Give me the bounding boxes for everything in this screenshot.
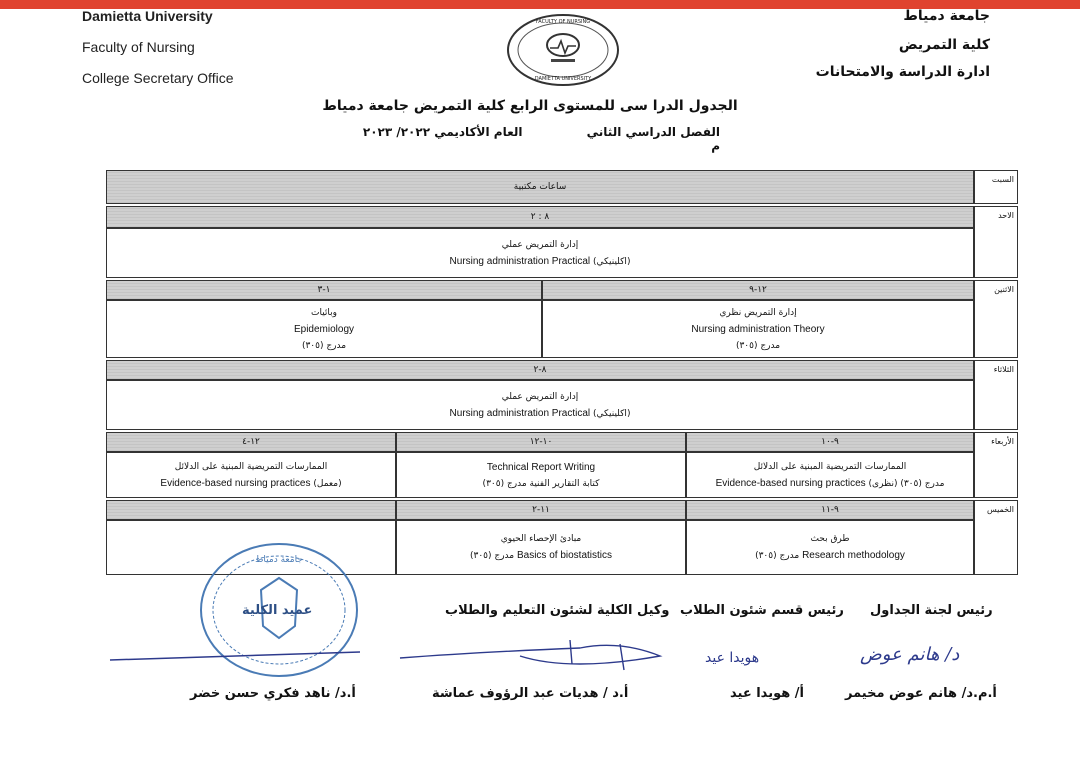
wednesday-room-a: (نظرى) مدرج (٣٠٥) (868, 478, 945, 489)
logo-text-bottom: DAMIETTA UNIVERSITY (534, 76, 592, 82)
office-hours-label: ساعات مكتبية (513, 182, 567, 192)
day-thursday: الخميس (974, 500, 1018, 575)
department-name-ar: ادارة الدراسة والامتحانات (815, 64, 990, 80)
thursday-room-b: مدرج (٣٠٥) (469, 551, 515, 561)
signatory-name-2: أ/ هويدا عيد (730, 686, 804, 701)
signatory-title-3: وكيل الكلية لشئون التعليم والطلاب (445, 603, 670, 618)
wednesday-session-c (106, 452, 396, 498)
sunday-note: (اكلينيكي) (593, 256, 631, 267)
signatory-name-3: أ.د / هديات عبد الرؤوف عماشة (432, 686, 629, 701)
wednesday-course-c-en: Evidence-based nursing practices (160, 477, 311, 489)
wednesday-note-c: (معمل) (313, 478, 342, 489)
sunday-time-header (106, 206, 974, 228)
signatory-title-4: عميد الكلية (242, 603, 313, 618)
signatory-title-1: رئيس لجنة الجداول (870, 603, 993, 618)
wednesday-time-b: ١٠-١٢ (529, 437, 553, 447)
sunday-time: ٨ : ٢ (530, 212, 550, 222)
monday-time-b: ١-٣ (317, 285, 331, 295)
thursday-time-a: ٩-١١ (821, 505, 839, 515)
monday-course-a-en: Nursing administration Theory (691, 323, 825, 335)
day-saturday: السبت (974, 170, 1018, 204)
wednesday-course-c-ar: الممارسات التمريضية المبنية على الدلائل (174, 461, 328, 472)
wednesday-course-b-ar: كتابة التقارير الفنية مدرج (٣٠٥) (482, 478, 600, 489)
wednesday-course-a-ar: الممارسات التمريضية المبنية على الدلائل (753, 461, 907, 472)
faculty-name-ar: كلية التمريض (898, 37, 990, 53)
tuesday-note: (اكلينيكي) (593, 408, 631, 419)
wednesday-time-a: ٩-١٠ (821, 437, 839, 447)
tuesday-time-header (106, 360, 974, 380)
office-name-en: College Secretary Office (82, 70, 234, 86)
thursday-course-b-ar: مبادئ الإحصاء الحيوي (500, 534, 582, 544)
handwritten-signature-2: هويدا عيد (705, 650, 760, 666)
academic-year-label: العام الأكاديمي ٢٠٢٢/ ٢٠٢٣ م (362, 125, 720, 153)
monday-course-b-ar: وبائيات (310, 307, 338, 318)
monday-session-a (542, 300, 974, 358)
tuesday-session (106, 380, 974, 430)
sunday-session (106, 228, 974, 278)
tuesday-course-en: Nursing administration Practical (449, 407, 591, 419)
thursday-course-a-en: Research methodology (802, 550, 905, 561)
monday-room-a: مدرج (٣٠٥) (735, 340, 781, 351)
wednesday-session-a (686, 452, 974, 498)
sunday-course-en: Nursing administration Practical (449, 255, 591, 267)
signatory-name-4: أ.د/ ناهد فكري حسن خضر (190, 686, 356, 701)
signatory-title-2: رئيس قسم شئون الطلاب (680, 603, 844, 618)
day-wednesday: الأربعاء (974, 432, 1018, 498)
wednesday-course-a-en: Evidence-based nursing practices (715, 477, 866, 489)
signatory-name-1: أ.م.د/ هانم عوض مخيمر (845, 686, 997, 701)
wednesday-session-b (396, 452, 686, 498)
thursday-session-a (686, 520, 974, 575)
monday-time-header-b (106, 280, 542, 300)
faculty-name-en: Faculty of Nursing (82, 39, 195, 55)
wednesday-time-header-a (686, 432, 974, 452)
monday-course-b-en: Epidemiology (293, 323, 355, 335)
semester-label: الفصل الدراسي الثاني (586, 125, 720, 139)
thursday-time-b: ١١-٢ (532, 505, 550, 515)
tuesday-course-ar: إدارة التمريض عملي (501, 391, 579, 402)
monday-time-header-a (542, 280, 974, 300)
day-tuesday: الثلاثاء (974, 360, 1018, 430)
handwritten-signature-1: د/ هانم عوض (860, 644, 960, 665)
saturday-office-hours (106, 170, 974, 204)
monday-session-b (106, 300, 542, 358)
monday-room-b: مدرج (٣٠٥) (301, 340, 347, 351)
thursday-session-b (396, 520, 686, 575)
thursday-course-b-en: Basics of biostatistics (516, 550, 613, 561)
schedule-table (106, 170, 1012, 575)
thursday-course-a-ar: طرق بحث (810, 534, 850, 544)
monday-course-a-ar: إدارة التمريض نظري (719, 307, 797, 318)
thursday-time-header-b (396, 500, 686, 520)
monday-time-a: ١٢-٩ (749, 285, 767, 295)
signature-strokes (100, 630, 980, 690)
faculty-logo (506, 13, 620, 87)
logo-text-top: FACULTY OF NURSING (535, 19, 591, 25)
university-name-ar: جامعة دمياط (903, 8, 990, 24)
university-name-en: Damietta University (82, 8, 213, 24)
wednesday-time-header-b (396, 432, 686, 452)
document-subtitle (320, 125, 720, 153)
wednesday-time-c: ١٢-٤ (242, 437, 260, 447)
day-monday: الاثنين (974, 280, 1018, 358)
wednesday-course-b-en: Technical Report Writing (486, 461, 596, 473)
sunday-course-ar: إدارة التمريض عملي (501, 239, 579, 250)
day-sunday: الاحد (974, 206, 1018, 278)
tuesday-time: ٨-٢ (533, 365, 547, 375)
thursday-room-a: مدرج (٣٠٥) (755, 551, 800, 561)
thursday-time-header-empty (106, 500, 396, 520)
thursday-time-header-a (686, 500, 974, 520)
document-title: الجدول الدرا سى للمستوى الرابع كلية التمريض جامعة دمياط (322, 98, 738, 114)
seal-text: جامعة دمياط (255, 555, 303, 565)
wednesday-time-header-c (106, 432, 396, 452)
